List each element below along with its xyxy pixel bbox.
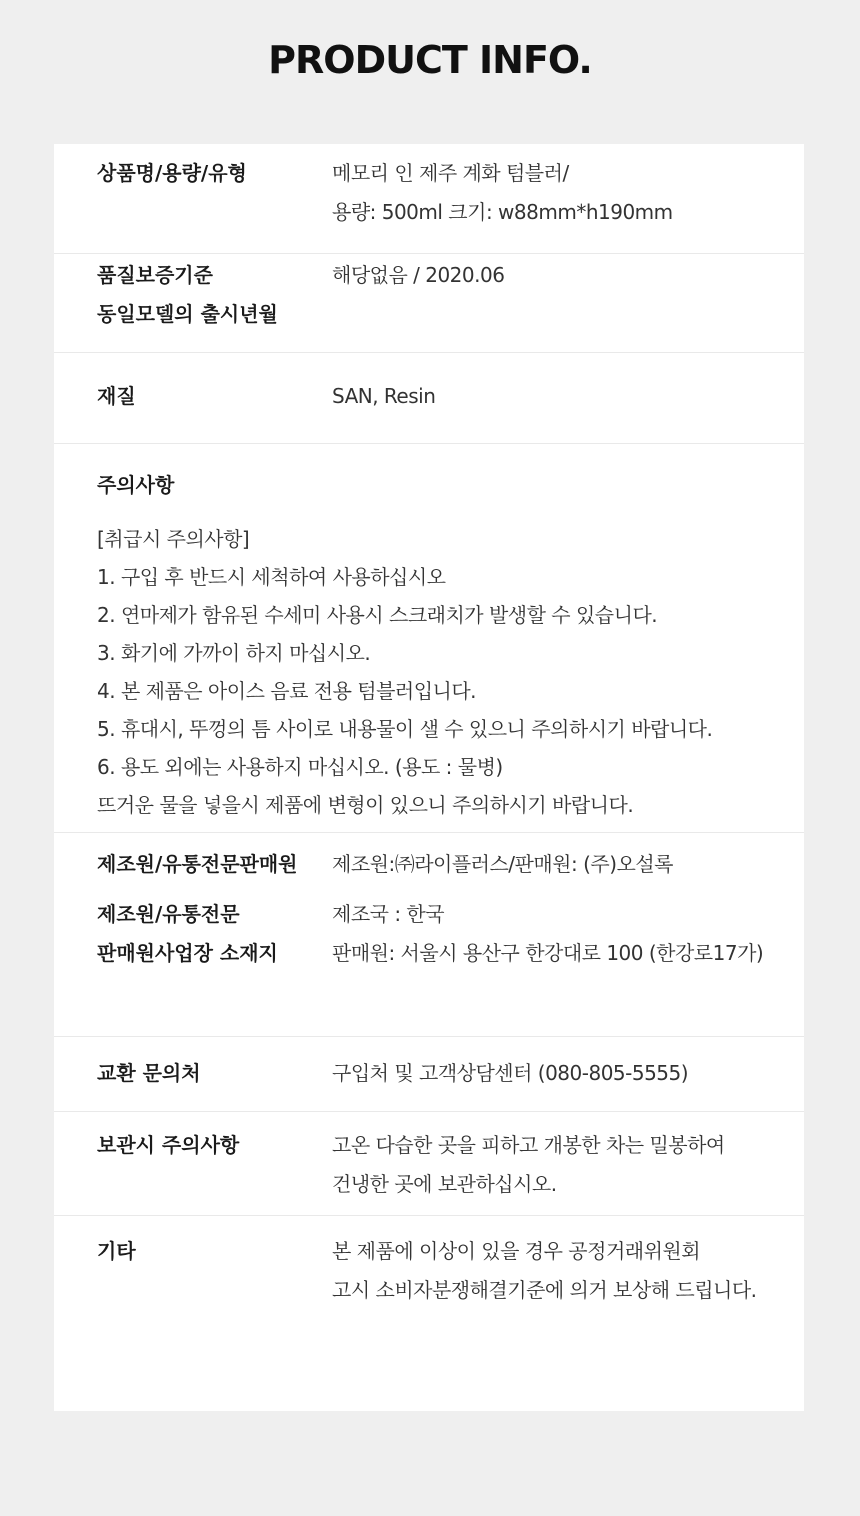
caution-line: 3. 화기에 가까이 하지 마십시오. bbox=[97, 641, 371, 665]
value-line: 고시 소비자분쟁해결기준에 의거 보상해 드립니다. bbox=[332, 1278, 757, 1302]
label-line: 제조원/유통전문 bbox=[97, 902, 240, 926]
value-manufacturer-address bbox=[332, 895, 763, 973]
value-line: 본 제품에 이상이 있을 경우 공정거래위원회 bbox=[332, 1239, 701, 1263]
page-title: PRODUCT INFO. bbox=[268, 38, 592, 82]
value-manufacturer: 제조원:㈜라이플러스/판매원: (주)오설록 bbox=[332, 852, 673, 876]
label-manufacturer-address bbox=[97, 895, 278, 973]
caution-line: 4. 본 제품은 아이스 음료 전용 텀블러입니다. bbox=[97, 679, 477, 703]
caution-notes bbox=[97, 520, 712, 824]
label-etc: 기타 bbox=[97, 1239, 136, 1263]
row-caution bbox=[54, 444, 804, 833]
label-product-name: 상품명/용량/유형 bbox=[97, 161, 247, 185]
label-line: 판매원사업장 소재지 bbox=[97, 941, 278, 965]
caution-line: [취급시 주의사항] bbox=[97, 527, 250, 551]
row-storage bbox=[54, 1112, 804, 1216]
value-line: 메모리 인 제주 계화 텀블러/ bbox=[332, 161, 569, 185]
row-quality-standard bbox=[54, 254, 804, 353]
caution-line: 2. 연마제가 함유된 수세미 사용시 스크래치가 발생할 수 있습니다. bbox=[97, 603, 658, 627]
row-etc bbox=[54, 1216, 804, 1411]
value-line: 건냉한 곳에 보관하십시오. bbox=[332, 1172, 557, 1196]
label-material: 재질 bbox=[97, 384, 136, 408]
value-product-name bbox=[332, 154, 673, 232]
caution-line: 1. 구입 후 반드시 세척하여 사용하십시오 bbox=[97, 565, 446, 589]
row-material bbox=[54, 353, 804, 444]
value-etc bbox=[332, 1232, 757, 1310]
label-storage: 보관시 주의사항 bbox=[97, 1133, 240, 1157]
value-storage bbox=[332, 1126, 725, 1204]
value-line: 판매원: 서울시 용산구 한강대로 100 (한강로17가) bbox=[332, 941, 764, 965]
label-caution: 주의사항 bbox=[97, 473, 175, 497]
label-quality-standard bbox=[97, 256, 278, 334]
value-line: 제조국 : 한국 bbox=[332, 902, 445, 926]
value-line: 용량: 500ml 크기: w88mm*h190mm bbox=[332, 200, 673, 224]
value-exchange-contact: 구입처 및 고객상담센터 (080-805-5555) bbox=[332, 1061, 689, 1085]
product-info-table bbox=[54, 144, 804, 1411]
label-manufacturer: 제조원/유통전문판매원 bbox=[97, 852, 298, 876]
row-manufacturer bbox=[54, 833, 804, 1037]
row-product-name bbox=[54, 144, 804, 254]
row-exchange-contact bbox=[54, 1037, 804, 1112]
caution-line: 5. 휴대시, 뚜껑의 틈 사이로 내용물이 샐 수 있으니 주의하시기 바랍니다. bbox=[97, 717, 713, 741]
label-line: 품질보증기준 bbox=[97, 263, 213, 287]
value-quality-standard: 해당없음 / 2020.06 bbox=[332, 263, 505, 287]
value-material: SAN, Resin bbox=[332, 384, 436, 408]
caution-line: 6. 용도 외에는 사용하지 마십시오. (용도 : 물병) bbox=[97, 755, 503, 779]
label-line: 동일모델의 출시년월 bbox=[97, 302, 278, 326]
value-line: 고온 다습한 곳을 피하고 개봉한 차는 밀봉하여 bbox=[332, 1133, 725, 1157]
caution-line: 뜨거운 물을 넣을시 제품에 변형이 있으니 주의하시기 바랍니다. bbox=[97, 793, 634, 817]
label-exchange-contact: 교환 문의처 bbox=[97, 1061, 201, 1085]
